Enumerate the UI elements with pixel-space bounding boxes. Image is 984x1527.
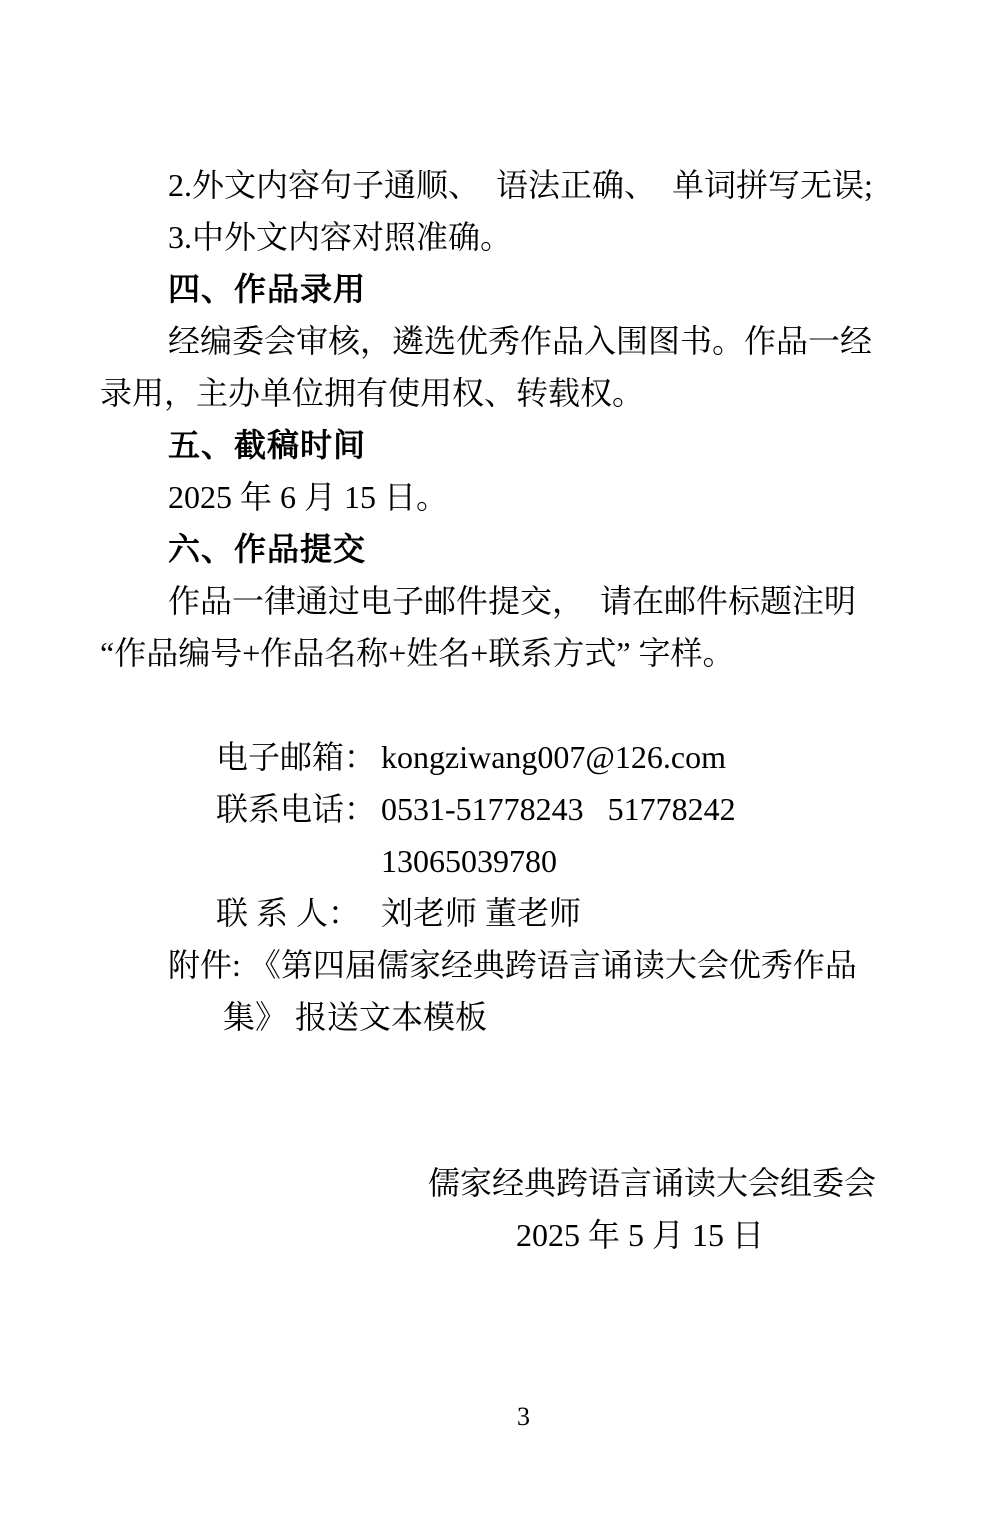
contact-email-line [100,679,884,775]
section-5-heading: 五、截稿时间 [168,427,367,463]
contact-person-value: 刘老师 董老师 [381,895,582,931]
contact-phone-value-2: 13065039780 [381,843,557,879]
contact-email-label: 电子邮箱： [216,739,377,775]
criteria-item-2: 2.外文内容句子通顺、 语法正确、 单词拼写无误; [168,167,873,203]
blank-line [100,1043,884,1095]
criteria-item-3: 3.中外文内容对照准确。 [168,219,513,255]
attachment-line-2: 集》 报送文本模板 [223,999,488,1035]
blank-line [100,1095,884,1147]
page-number: 3 [517,1402,530,1431]
contact-phone-label: 联系电话： [216,791,377,827]
section-4-paragraph-line-2: 录用，主办单位拥有使用权、转载权。 [100,375,645,411]
section-6-paragraph-line-1: 作品一律通过电子邮件提交， 请在邮件标题注明 [168,583,857,619]
signature-organization: 儒家经典跨语言诵读大会组委会 [427,1165,876,1201]
section-5-deadline: 2025 年 6 月 15 日。 [168,479,449,515]
attachment-line-1: 附件: 《第四届儒家经典跨语言诵读大会优秀作品 [168,947,857,983]
signature-date: 2025 年 5 月 15 日 [515,1217,764,1253]
section-6-heading: 六、作品提交 [168,531,367,567]
contact-person-label: 联 系 人： [216,895,361,931]
section-4-heading: 四、作品录用 [168,271,367,307]
document-text-block [100,159,884,1261]
contact-phone-value: 0531-51778243 51778242 [381,791,736,827]
section-6-paragraph-line-2: “作品编号+作品名称+姓名+联系方式” 字样。 [100,635,735,671]
section-4-paragraph-line-1: 经编委会审核，遴选优秀作品入围图书。作品一经 [168,323,873,359]
contact-email-value: kongziwang007@126.com [381,739,726,775]
